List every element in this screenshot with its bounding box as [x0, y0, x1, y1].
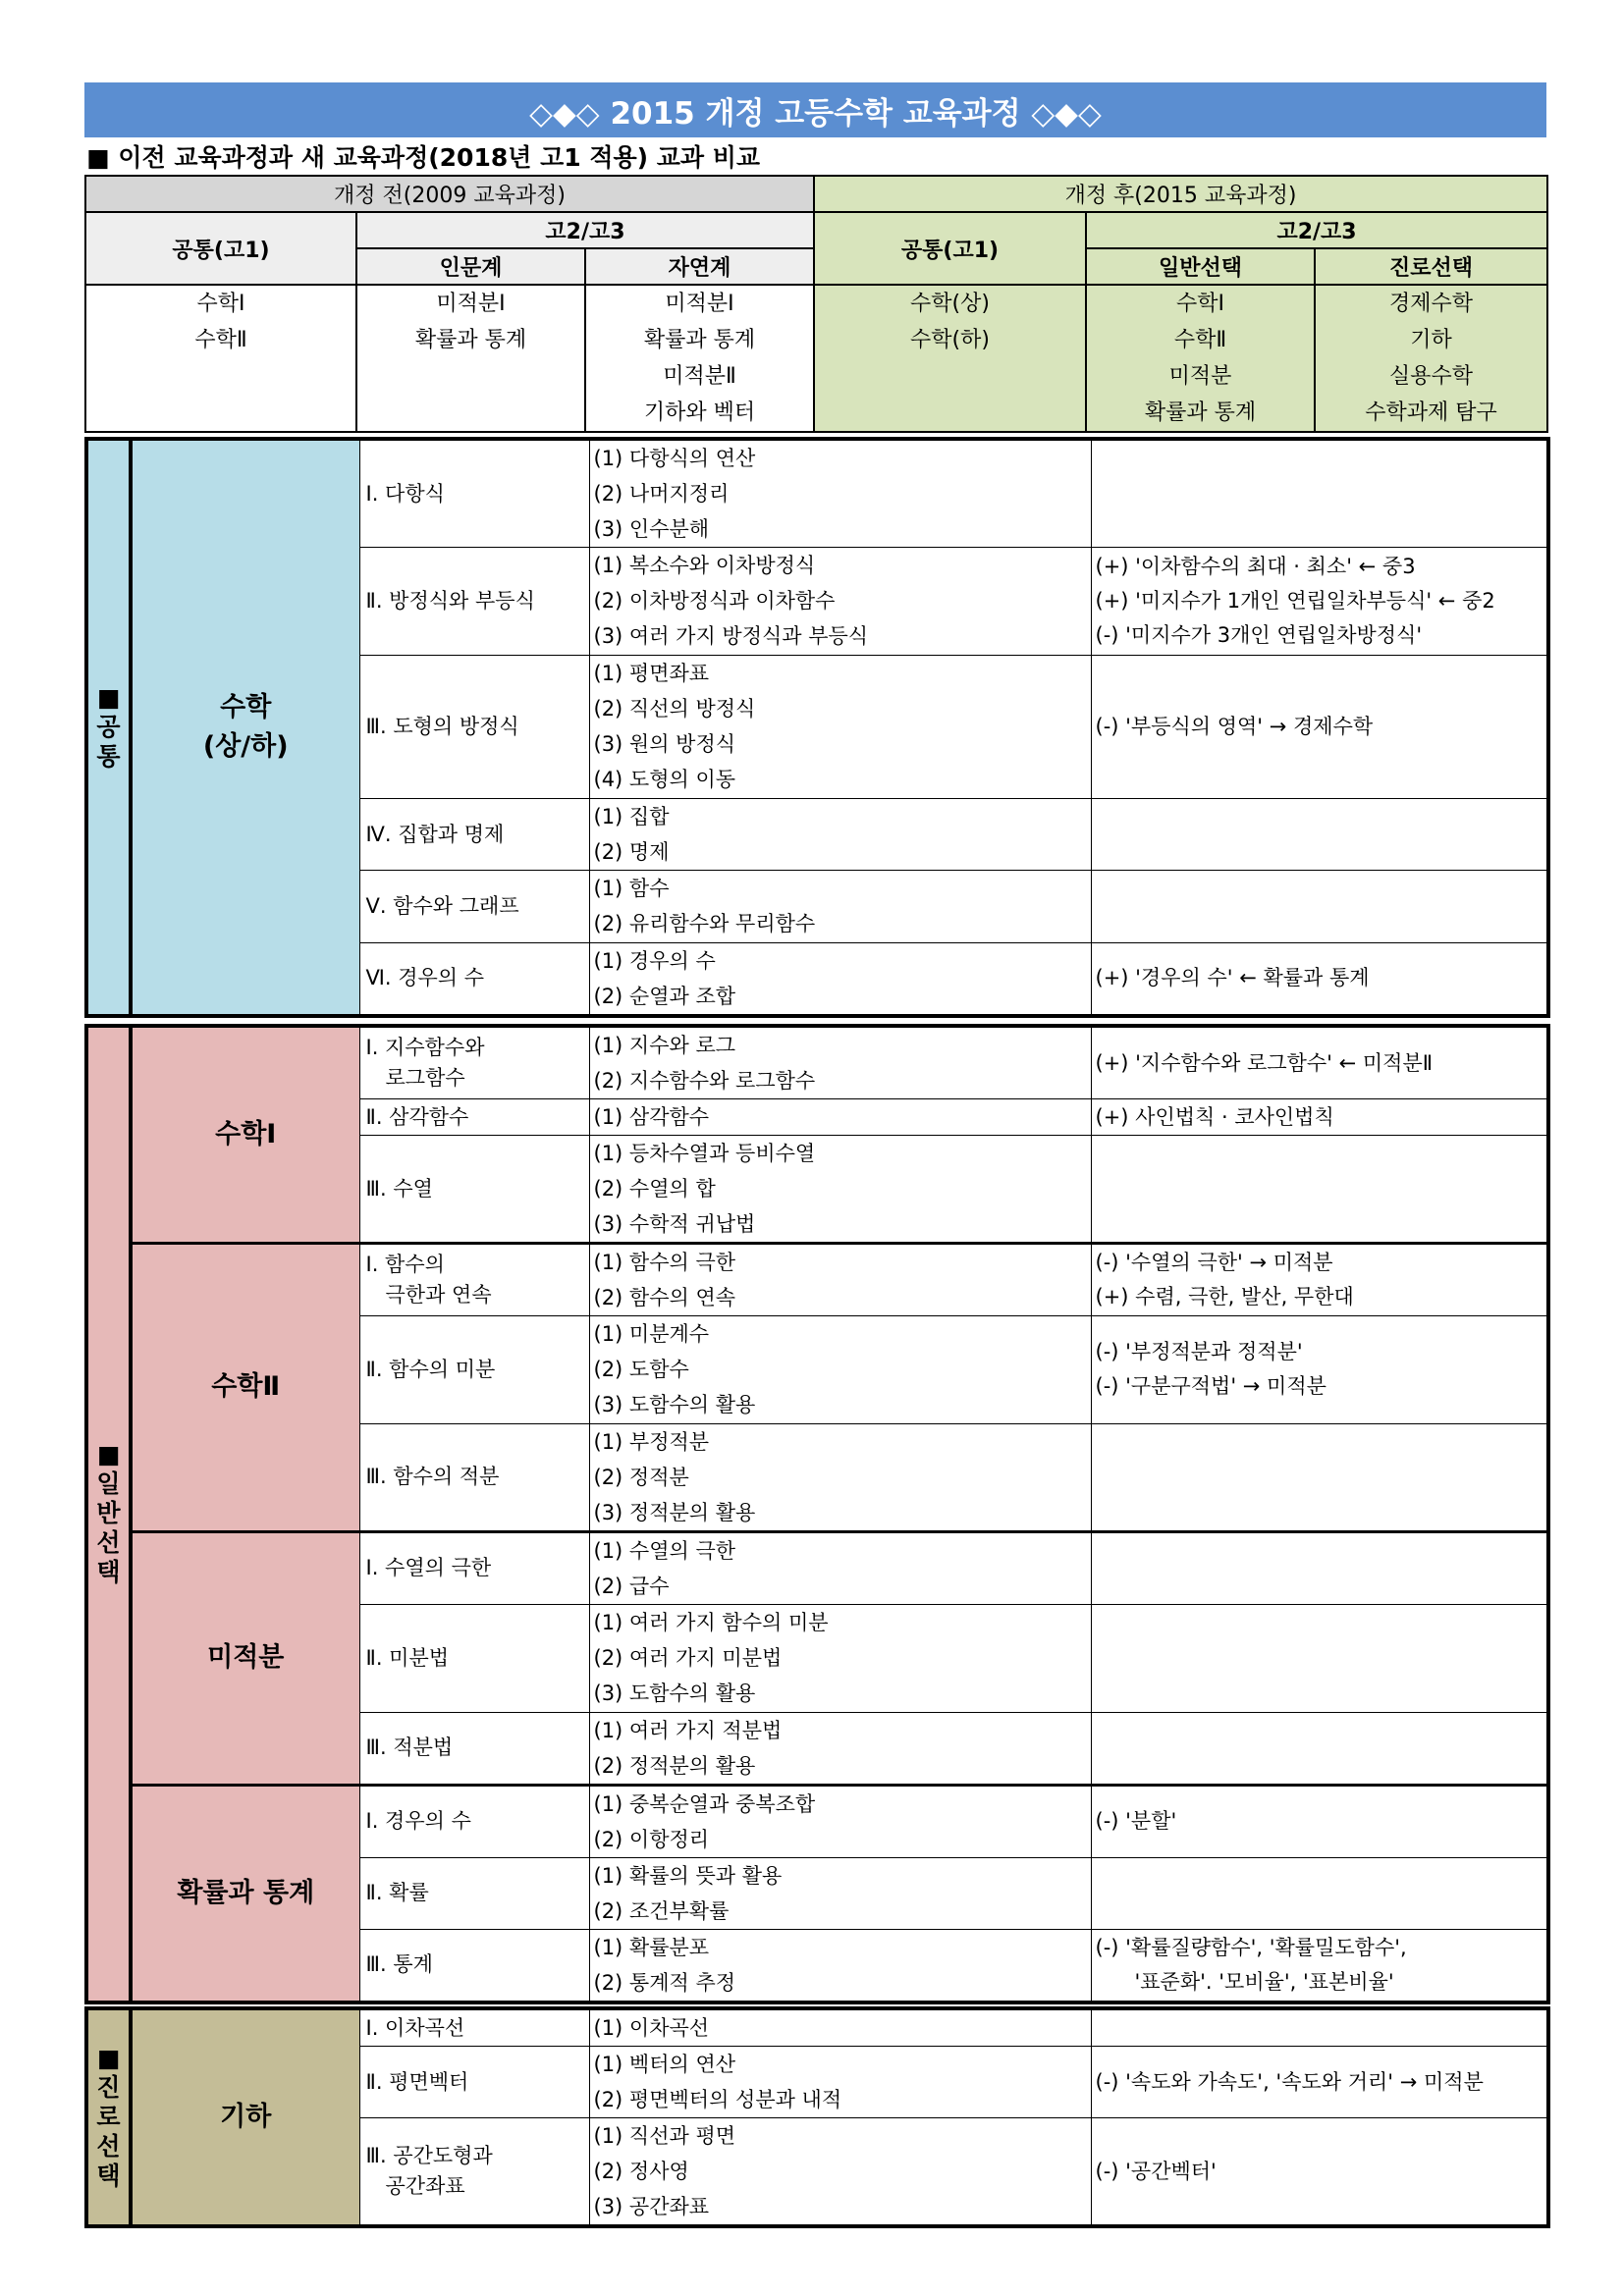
subtopic-list — [589, 871, 1091, 942]
subtopic: (1) 경우의 수 — [593, 948, 716, 973]
change-note — [1091, 1857, 1548, 1929]
after-common-header: 공통(고1) — [814, 212, 1086, 285]
subtopic: (1) 집합 — [593, 805, 670, 829]
subtopic-list — [589, 1712, 1091, 1785]
subject-name: 수학(하) — [910, 328, 990, 352]
subtopic: (2) 유리함수와 무리함수 — [593, 912, 816, 936]
subject-name: 미적분 — [1168, 364, 1232, 389]
chapter-title — [359, 1244, 589, 1316]
subtopic-list — [589, 1785, 1091, 1857]
subject-name: 확률과 통계 — [414, 328, 527, 352]
subtopic: (3) 도함수의 활용 — [593, 1682, 756, 1706]
change-note-line: (-) '부등식의 영역' → 경제수학 — [1095, 714, 1374, 738]
section-label-char: 선 — [96, 2132, 121, 2162]
subject-name: 수학Ⅱ — [1173, 328, 1227, 352]
subtopic: (1) 지수와 로그 — [593, 1034, 736, 1057]
col-career: 진로선택 — [1315, 248, 1547, 285]
change-note — [1091, 1244, 1548, 1316]
section-label-char: 로 — [96, 2103, 121, 2132]
subject-name: 기하 — [1410, 328, 1452, 352]
subtopic: (1) 함수 — [593, 877, 670, 901]
subtopic: (1) 부정적분 — [593, 1429, 710, 1454]
subject-name: 확률과 통계 — [1144, 400, 1257, 425]
chapter-line: 로그함수 — [385, 1066, 465, 1090]
subtopic-list — [589, 1316, 1091, 1424]
section-label-char: 택 — [96, 2162, 121, 2191]
subtopic: (1) 등차수열과 등비수열 — [593, 1142, 816, 1165]
chapter-line: Ⅰ. 수열의 극한 — [365, 1556, 492, 1580]
subtopic: (1) 이차곡선 — [593, 2016, 710, 2040]
chapter-line: Ⅳ. 집합과 명제 — [365, 822, 505, 846]
chapter-title — [359, 1099, 589, 1136]
change-note — [1091, 1785, 1548, 1857]
subject-name: 수학Ⅰ — [1176, 292, 1225, 316]
subtopic: (3) 여러 가지 방정식과 부등식 — [593, 624, 869, 649]
chapter-line: Ⅴ. 함수와 그래프 — [365, 893, 519, 918]
subtopic: (3) 인수분해 — [593, 517, 710, 541]
subtopic-list — [589, 439, 1091, 548]
change-note-line: (+) '지수함수와 로그함수' ← 미적분Ⅱ — [1095, 1050, 1434, 1075]
subtopic-list — [589, 655, 1091, 798]
subtopic-list — [589, 2047, 1091, 2118]
change-note-line: (-) '속도와 가속도', '속도와 거리' → 미적분 — [1095, 2069, 1484, 2094]
subtopic-list — [589, 799, 1091, 871]
subject-name: 실용수학 — [1389, 364, 1474, 389]
change-note — [1091, 1099, 1548, 1136]
curriculum-row — [86, 1244, 1548, 1316]
subtopic: (3) 정적분의 활용 — [593, 1500, 756, 1524]
curriculum-row — [86, 1531, 1548, 1604]
subject-name: 미적분Ⅰ — [665, 292, 734, 316]
subject-name: 수학Ⅱ — [194, 328, 247, 352]
change-note — [1091, 1531, 1548, 1604]
subject-name-line: 수학 — [220, 691, 272, 722]
chapter-line: Ⅲ. 통계 — [365, 1952, 433, 1977]
change-note — [1091, 2008, 1548, 2047]
chapter-line: Ⅲ. 도형의 방정식 — [365, 714, 519, 738]
subject-name-cell: 수학Ⅱ — [131, 1244, 359, 1532]
subject-name: 수학(상) — [910, 292, 990, 316]
chapter-title — [359, 548, 589, 656]
chapter-line: Ⅰ. 다항식 — [365, 481, 445, 506]
subtopic-list — [589, 1531, 1091, 1604]
subtopic: (1) 중복순열과 중복조합 — [593, 1791, 816, 1816]
subtopic: (2) 수열의 합 — [593, 1177, 716, 1201]
subtopic: (2) 정적분의 활용 — [593, 1753, 756, 1778]
subtopic: (1) 확률의 뜻과 활용 — [593, 1863, 783, 1888]
subtopic: (2) 직선의 방정식 — [593, 697, 756, 721]
curriculum-row — [86, 1026, 1548, 1099]
change-note — [1091, 2118, 1548, 2227]
chapter-title — [359, 1785, 589, 1857]
comparison-table — [84, 175, 1548, 433]
chapter-title — [359, 1136, 589, 1244]
subject-name-cell — [131, 439, 359, 1016]
chapter-line: Ⅰ. 지수함수와 — [365, 1036, 485, 1059]
change-note-line: (-) '구분구적법' → 미적분 — [1095, 1374, 1326, 1399]
subtopic-list — [589, 548, 1091, 656]
chapter-title — [359, 1857, 589, 1929]
change-note-line: (+) '이차함수의 최대 · 최소' ← 중3 — [1095, 554, 1416, 578]
subtopic-list — [589, 1136, 1091, 1244]
change-note-line: (-) '공간벡터' — [1095, 2159, 1217, 2183]
chapter-title — [359, 1026, 589, 1099]
page-title: ◇◆◇ 2015 개정 고등수학 교육과정 ◇◆◇ — [84, 82, 1546, 137]
section-label-career — [86, 2008, 131, 2226]
subtopic: (2) 도함수 — [593, 1358, 689, 1382]
chapter-title — [359, 1712, 589, 1785]
change-note-line: (-) '수열의 극한' → 미적분 — [1095, 1251, 1333, 1274]
subtopic: (3) 도함수의 활용 — [593, 1393, 756, 1417]
chapter-title — [359, 1316, 589, 1424]
change-note — [1091, 1712, 1548, 1785]
section-label-char: 진 — [96, 2073, 121, 2103]
subtopic: (1) 함수의 극한 — [593, 1251, 736, 1274]
change-note — [1091, 655, 1548, 798]
change-note-line: (-) '부정적분과 정적분' — [1095, 1340, 1303, 1364]
change-note — [1091, 1929, 1548, 2002]
subtopic-list — [589, 1026, 1091, 1099]
subtopic: (3) 수학적 귀납법 — [593, 1212, 756, 1236]
change-note — [1091, 1316, 1548, 1424]
curriculum-row — [86, 1785, 1548, 1857]
subject-name-cell: 기하 — [131, 2008, 359, 2226]
subtopic: (2) 평면벡터의 성분과 내적 — [593, 2088, 842, 2112]
change-note-line: (-) '미지수가 3개인 연립일차방정식' — [1095, 622, 1423, 647]
subtopic: (2) 명제 — [593, 840, 670, 865]
subtopic-list — [589, 1929, 1091, 2002]
subtopic: (2) 여러 가지 미분법 — [593, 1646, 783, 1671]
chapter-title — [359, 1423, 589, 1531]
subject-name-line: (상/하) — [202, 730, 289, 762]
subtopic: (1) 수열의 극한 — [593, 1538, 736, 1563]
change-note-line: '표준화'. '모비율', '표본비율' — [1134, 1969, 1394, 1994]
career-list — [1315, 285, 1547, 432]
section-label-char: 반 — [96, 1499, 121, 1528]
subtopic: (2) 이차방정식과 이차함수 — [593, 589, 836, 614]
after-grade-header: 고2/고3 — [1086, 212, 1547, 248]
subject-name: 미적분Ⅰ — [436, 292, 506, 316]
chapter-line: Ⅱ. 방정식와 부등식 — [365, 588, 535, 613]
chapter-line: Ⅱ. 확률 — [365, 1881, 429, 1905]
before-common-list — [85, 285, 356, 432]
general-list — [1086, 285, 1315, 432]
section-label-char: ■ — [96, 682, 121, 712]
section-label-char: 일 — [96, 1469, 121, 1499]
subtopic-list — [589, 1244, 1091, 1316]
change-note-line: (+) '미지수가 1개인 연립일차부등식' ← 중2 — [1095, 588, 1495, 613]
chapter-line: Ⅲ. 적분법 — [365, 1735, 454, 1760]
subtopic: (2) 함수의 연속 — [593, 1286, 736, 1309]
section-label-char: 택 — [96, 1558, 121, 1587]
subtopic-list — [589, 2118, 1091, 2227]
chapter-title — [359, 2118, 589, 2227]
change-note — [1091, 548, 1548, 656]
chapter-line: 극한과 연속 — [385, 1283, 492, 1307]
chapter-line: Ⅱ. 삼각함수 — [365, 1104, 469, 1129]
subtopic: (2) 정사영 — [593, 2160, 689, 2184]
section-label-char: 공 — [96, 712, 121, 741]
career-section-table — [84, 2006, 1550, 2228]
chapter-line: Ⅰ. 경우의 수 — [365, 1809, 471, 1834]
subtopic: (1) 다항식의 연산 — [593, 447, 756, 470]
common-section-table — [84, 437, 1550, 1018]
chapter-title — [359, 799, 589, 871]
subtopic-list — [589, 942, 1091, 1016]
chapter-title — [359, 1604, 589, 1712]
chapter-title — [359, 871, 589, 942]
chapter-line: Ⅲ. 수열 — [365, 1176, 433, 1201]
science-list — [585, 285, 814, 432]
chapter-line: Ⅱ. 평면벡터 — [365, 2069, 469, 2094]
change-note — [1091, 1423, 1548, 1531]
chapter-line: Ⅵ. 경우의 수 — [365, 966, 485, 990]
curriculum-row — [86, 2008, 1548, 2047]
subtopic: (2) 지수함수와 로그함수 — [593, 1069, 816, 1093]
subject-name: 미적분Ⅱ — [663, 364, 736, 389]
subtopic: (2) 순열과 조합 — [593, 984, 736, 1008]
subject-name-cell: 수학Ⅰ — [131, 1026, 359, 1244]
subject-name: 수학과제 탐구 — [1365, 400, 1497, 425]
chapter-line: 공간좌표 — [385, 2174, 465, 2199]
subtopic: (1) 여러 가지 함수의 미분 — [593, 1611, 829, 1635]
subject-name: 수학Ⅰ — [196, 292, 245, 316]
chapter-title — [359, 2047, 589, 2118]
general-section-table — [84, 1024, 1550, 2004]
subtopic: (4) 도형의 이동 — [593, 768, 736, 792]
change-note-line: (-) '확률질량함수', '확률밀도함수', — [1095, 1935, 1407, 1959]
section-label-char: 선 — [96, 1528, 121, 1558]
subtopic: (2) 정적분 — [593, 1465, 689, 1489]
subtopic-list — [589, 1423, 1091, 1531]
subtopic: (1) 확률분포 — [593, 1935, 710, 1959]
subject-name: 확률과 통계 — [643, 328, 756, 352]
chapter-title — [359, 1929, 589, 2002]
change-note — [1091, 1604, 1548, 1712]
subject-name-cell: 확률과 통계 — [131, 1785, 359, 2002]
subtopic: (2) 조건부확률 — [593, 1898, 730, 1923]
col-humanities: 인문계 — [356, 248, 585, 285]
change-note — [1091, 799, 1548, 871]
change-note — [1091, 1026, 1548, 1099]
change-note — [1091, 2047, 1548, 2118]
subtopic: (3) 공간좌표 — [593, 2195, 710, 2219]
subtopic: (1) 벡터의 연산 — [593, 2053, 736, 2077]
subtopic: (1) 여러 가지 적분법 — [593, 1718, 783, 1742]
humanities-list — [356, 285, 585, 432]
before-header: 개정 전(2009 교육과정) — [85, 176, 814, 212]
subtopic: (1) 미분계수 — [593, 1322, 710, 1347]
chapter-line: Ⅰ. 함수의 — [365, 1253, 445, 1276]
change-note — [1091, 439, 1548, 548]
change-note-line: (+) 수렴, 극한, 발산, 무한대 — [1095, 1285, 1354, 1308]
subtopic-list — [589, 1857, 1091, 1929]
change-note-line: (-) '분할' — [1095, 1809, 1177, 1834]
change-note — [1091, 1136, 1548, 1244]
before-common-header: 공통(고1) — [85, 212, 356, 285]
chapter-title — [359, 2008, 589, 2047]
section-label-char: ■ — [96, 1440, 121, 1469]
change-note-line: (+) 사인법칙 · 코사인법칙 — [1095, 1104, 1334, 1129]
subtopic: (1) 삼각함수 — [593, 1105, 710, 1129]
after-common-list — [814, 285, 1086, 432]
chapter-line: Ⅲ. 공간도형과 — [365, 2144, 493, 2168]
subtopic-list — [589, 1099, 1091, 1136]
section-label-general — [86, 1026, 131, 2002]
col-general: 일반선택 — [1086, 248, 1315, 285]
change-note — [1091, 871, 1548, 942]
col-science: 자연계 — [585, 248, 814, 285]
subtopic: (2) 통계적 추정 — [593, 1970, 736, 1995]
subtopic: (1) 복소수와 이차방정식 — [593, 554, 816, 578]
change-note-line: (+) '경우의 수' ← 확률과 통계 — [1095, 966, 1370, 990]
subtopic: (2) 나머지정리 — [593, 482, 730, 506]
subtopic: (2) 이항정리 — [593, 1827, 710, 1851]
subtopic: (1) 직선과 평면 — [593, 2124, 736, 2149]
after-header: 개정 후(2015 교육과정) — [814, 176, 1547, 212]
subtopic-list — [589, 1604, 1091, 1712]
subject-name: 경제수학 — [1389, 292, 1474, 316]
chapter-line: Ⅱ. 함수의 미분 — [365, 1357, 496, 1381]
chapter-title — [359, 1531, 589, 1604]
section-label-char: ■ — [96, 2044, 121, 2073]
chapter-line: Ⅲ. 함수의 적분 — [365, 1465, 500, 1489]
chapter-line: Ⅰ. 이차곡선 — [365, 2015, 465, 2040]
chapter-title — [359, 439, 589, 548]
change-note — [1091, 942, 1548, 1016]
subject-name: 기하와 벡터 — [643, 400, 756, 425]
subtopic: (3) 원의 방정식 — [593, 732, 736, 757]
chapter-title — [359, 942, 589, 1016]
before-grade-header: 고2/고3 — [356, 212, 814, 248]
subtopic: (1) 평면좌표 — [593, 662, 710, 686]
section-label-char: 통 — [96, 741, 121, 771]
subject-name-cell: 미적분 — [131, 1531, 359, 1785]
subtopic: (2) 급수 — [593, 1574, 670, 1598]
chapter-line: Ⅱ. 미분법 — [365, 1645, 450, 1670]
comparison-heading: ■ 이전 교육과정과 새 교육과정(2018년 고1 적용) 교과 비교 — [86, 143, 761, 172]
chapter-title — [359, 655, 589, 798]
curriculum-row — [86, 439, 1548, 548]
section-label-common — [86, 439, 131, 1016]
subtopic-list — [589, 2008, 1091, 2047]
